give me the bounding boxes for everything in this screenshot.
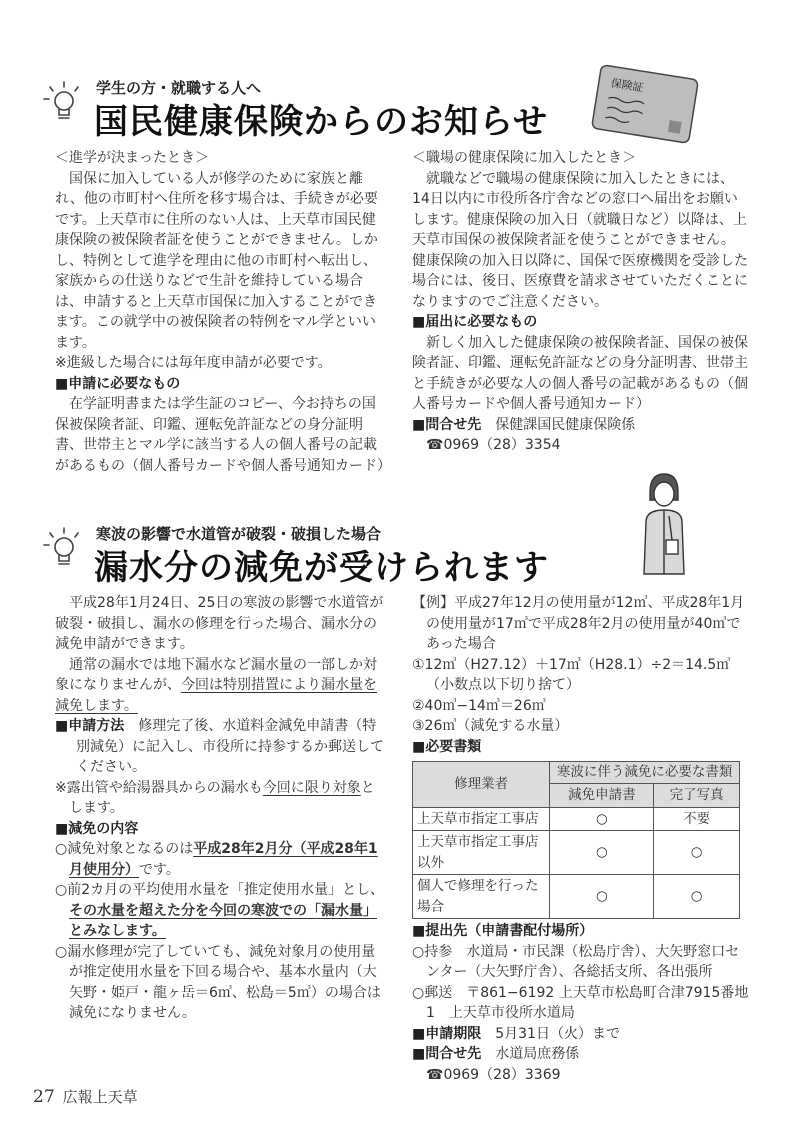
section2-contact-label: ■問合せ先 xyxy=(412,1046,482,1062)
insurance-card-icon xyxy=(586,58,704,150)
section2-left-p2a: 通常の漏水では地下漏水など漏水量の一部しか対象になりませんが、 xyxy=(55,656,377,693)
section1-left-heading: ＜進学が決まったとき＞ xyxy=(55,150,209,166)
section1-left-note: ※進級した場合には毎年度申請が必要です。 xyxy=(55,355,332,371)
table-cell-application: ○ xyxy=(550,831,654,875)
table-cell-photo: 不要 xyxy=(654,807,740,831)
table-row xyxy=(413,807,740,831)
page-footer xyxy=(33,1086,138,1107)
table-cell-photo: ○ xyxy=(654,831,740,875)
section2-right-column xyxy=(412,593,750,1085)
section2-submit1: ○持参 水道局・市民課（松島庁舎）、大矢野窓口センター（大矢野庁舎）、各総括支所、各出張所 xyxy=(412,943,740,980)
section2-example: 【例】平成27年12月の使用量が12㎥、平成28年1月の使用量が17㎥で平成28年2月の使用量が40㎥であった場合 xyxy=(412,595,745,652)
insurance-card-label: 保険証 xyxy=(609,76,645,95)
section2-c1c: です。 xyxy=(139,861,180,878)
section2-left-p2b: 今回は特別措置により漏水量を減免します。 xyxy=(55,677,377,714)
section2-submit-heading: ■提出先（申請書配付場所） xyxy=(412,923,594,939)
section1-left-body: 国保に加入している人が修学のために家族と離れ、他の市町村へ住所を移す場合は、手続きが必要です。上天草市に住所のない人は、上天草市国民健康保険の被保険者証を使うことができません。しかし、特例として進学を理由に他の市町村へ転出し、家族からの仕送りなどで生計を維持している場合は、申請すると上天草市国保に加入することができます。この就学中の被保険者の特例をマル学といいます。 xyxy=(55,170,378,351)
section2-submit2: ○郵送 〒861−6192 上天草市松島町合津7915番地1 上天草市役所水道局 xyxy=(412,984,749,1021)
section1-phone: ☎0969（28）3354 xyxy=(426,437,561,453)
section2-title: 漏水分の減免が受けられます xyxy=(94,548,549,588)
section1-title: 国民健康保険からのお知らせ xyxy=(94,102,548,142)
table-header-group: 寒波に伴う減免に必要な書類 xyxy=(550,762,740,784)
section2-deadline-label: ■申請期限 xyxy=(412,1025,482,1042)
section2-left-column xyxy=(55,593,388,1024)
table-cell-repairer: 上天草市指定工事店以外 xyxy=(413,831,550,875)
table-header-photo: 完了写真 xyxy=(654,784,740,808)
publication-name: 広報上天草 xyxy=(62,1088,138,1106)
section1-kicker: 学生の方・就職する人へ xyxy=(96,79,262,97)
table-cell-photo: ○ xyxy=(654,875,740,919)
section1-right-heading: ＜職場の健康保険に加入したとき＞ xyxy=(412,150,636,166)
section2-contact-value: 水道局庶務係 xyxy=(495,1046,580,1062)
lightbulb-icon xyxy=(42,80,82,124)
section2-apply-label: ■申請方法 xyxy=(55,718,125,734)
section2-content-heading: ■減免の内容 xyxy=(55,820,139,837)
section2-note-b: 今回に限り対象 xyxy=(262,779,361,796)
table-cell-application: ○ xyxy=(550,807,654,831)
section2-calc1-note: （小数点以下切り捨て） xyxy=(426,677,580,693)
table-row xyxy=(413,875,740,919)
section2-c3: ○漏水修理が完了していても、減免対象月の使用量が推定使用水量を下回る場合や、基本水量内（大矢野・姫戸・龍ヶ岳＝6㎥、松島＝5㎥）の場合は減免になりません。 xyxy=(55,943,381,1021)
section1-contact-value: 保健課国民健康保険係 xyxy=(495,416,636,433)
section1-right-req-heading: ■届出に必要なもの xyxy=(412,314,538,330)
section1-right-body2: 健康保険の加入日以降に、国保で医療機関を受診した場合には、後日、医療費を請求させていただくことになりますのでご注意ください。 xyxy=(412,252,748,310)
section2-phone: ☎0969（28）3369 xyxy=(426,1066,561,1083)
section2-note-c: とします。 xyxy=(69,779,375,816)
section2-kicker: 寒波の影響で水道管が破裂・破損した場合 xyxy=(96,525,382,543)
section1-left-req-body: 在学証明書または学生証のコピー、今お持ちの国保被保険者証、印鑑、運転免許証などの身分証明書、世帯主とマル学に該当する人の個人番号の記載があるもの（個人番号カードや個人番号通知カード） xyxy=(55,396,391,474)
required-documents-table xyxy=(412,761,740,919)
table-cell-repairer: 個人で修理を行った場合 xyxy=(413,875,550,919)
page-number: 27 xyxy=(33,1087,55,1107)
section1-right-body1: 就職などで職場の健康保険に加入したときには、14日以内に市役所各庁舎などの窓口へ届出をお願いします。健康保険の加入日（就職日など）以降は、上天草市国保の被保険者証を使うことができません。 xyxy=(412,170,747,248)
table-header-repairer: 修理業者 xyxy=(413,762,550,808)
section2-c1a: ○減免対象となるのは xyxy=(55,841,194,857)
section2-note-a: ※露出管や給湯器具からの漏水も xyxy=(55,779,263,796)
section1-right-req-body: 新しく加入した健康保険の被保険者証、国保の被保険者証、印鑑、運転免許証などの身分証明書、世帯主と手続きが必要な人の個人番号の記載があるもの（個人番号カードや個人番号通知カード） xyxy=(412,334,748,412)
table-cell-repairer: 上天草市指定工事店 xyxy=(413,807,550,831)
section2-calc1: ①12㎥（H27.12）＋17㎥（H28.1）÷2＝14.5㎥ xyxy=(412,656,731,673)
table-header-application: 減免申請書 xyxy=(550,784,654,808)
section2-left-p1: 平成28年1月24日、25日の寒波の影響で水道管が破裂・破損し、漏水の修理を行った場合、漏水分の減免申請ができます。 xyxy=(55,595,384,652)
table-row xyxy=(413,831,740,875)
section2-c2a: ○前2カ月の平均使用水量を「推定使用水量」とし、 xyxy=(55,882,385,898)
section2-calc2: ②40㎥−14㎥＝26㎥ xyxy=(412,697,546,714)
section1-contact-label: ■問合せ先 xyxy=(412,416,482,433)
section1-left-column xyxy=(55,148,389,476)
section1-left-req-heading: ■申請に必要なもの xyxy=(55,375,181,392)
section1-right-column xyxy=(412,148,750,456)
table-cell-application: ○ xyxy=(550,875,654,919)
lightbulb-icon xyxy=(42,526,82,570)
staff-person-illustration xyxy=(636,470,692,580)
section2-calc3: ③26㎥（減免する水量） xyxy=(412,718,569,734)
section2-c1b: 平成28年2月分（平成28年1月使用分） xyxy=(69,841,378,878)
section2-c2b: その水量を超えた分を今回の寒波での「漏水量」とみなします。 xyxy=(69,902,377,939)
section2-docs-heading: ■必要書類 xyxy=(412,738,482,755)
section2-apply-body: 修理完了後、水道料金減免申請書（特別減免）に記入し、市役所に持参するか郵送してください。 xyxy=(76,718,384,775)
section2-deadline-value: 5月31日（火）まで xyxy=(495,1025,620,1042)
